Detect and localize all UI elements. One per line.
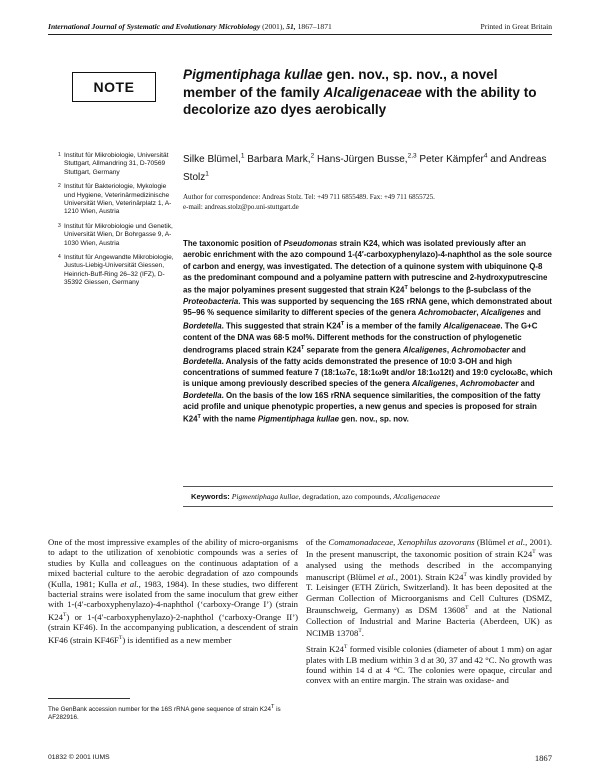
footer-copyright: 01832 © 2001 IUMS bbox=[48, 754, 110, 761]
journal-name: International Journal of Systematic and Evolutionary Microbiology bbox=[48, 22, 261, 31]
author: and Andreas Stolz$^1$ bbox=[183, 154, 547, 184]
footnote-divider bbox=[48, 698, 130, 699]
author-list bbox=[183, 150, 553, 186]
keywords-divider-top bbox=[183, 486, 553, 487]
correspondence-contact: Author for correspondence: Andreas Stolz. Tel: +49 711 6855489. Fax: +49 711 6855725. bbox=[183, 193, 435, 201]
author: Silke Blümel,$^1$ bbox=[183, 153, 245, 166]
correspondence-email[interactable]: e-mail: andreas.stolz@po.uni-stuttgart.de bbox=[183, 203, 299, 211]
author: Barbara Mark,$^2$ bbox=[244, 153, 315, 166]
printed-in: Printed in Great Britain bbox=[480, 22, 552, 31]
affiliation-item: 4 Institut für Angewandte Mikrobiologie, Justus-Liebig-Universität Giessen, Heinrich-Buff-Ring 26–32 (IFZ), D-35392 Giessen, Germany bbox=[58, 254, 174, 287]
body-column-right bbox=[306, 537, 552, 690]
note-label: NOTE bbox=[93, 79, 135, 95]
title-text-2: with the ability to decolorize azo dyes aerobically bbox=[183, 84, 537, 117]
correspondence-block bbox=[183, 192, 553, 212]
keywords: Keywords: Pigmentiphaga kullae, degradation, azo compounds, Alcaligenaceae bbox=[191, 492, 441, 501]
journal-year: (2001), bbox=[262, 22, 285, 31]
journal-pages: 1867–1871 bbox=[297, 22, 332, 31]
keywords-divider-bottom bbox=[183, 506, 553, 507]
title-genus-species: Pigmentiphaga kullae bbox=[183, 67, 323, 82]
affiliations-list bbox=[58, 152, 176, 294]
author: Peter Kämpfer$^4$ bbox=[416, 153, 488, 166]
abstract: The taxonomic position of Pseudomonas strain K24, which was isolated previously after an aerobic enrichment with the azo compound 1-(4′-carboxyphenylazo)-4-naphthol as the sole source of carbon and energy, was investigated. The detection of a quinone system with ubiquinone Q-8 as the predominant compound and a polyamine pattern with putrescine and 2-hydroxyputrescine as the major polyamines present suggested that strain $K24^T$ belongs to the β-subclass of the Proteobacteria. This was supported by sequencing the 16S rRNA gene, which demonstrated about 95–96 % sequence similarity to different species of the genera Achromobacter, Alcaligenes and Bordetella. This suggested that strain $K24^T$ is a member of the family Alcaligenaceae. The G+C content of the DNA was 68·5 mol%. Different methods for the construction of phylogenetic dendrograms placed strain $K24^T$ separate from the genera Alcaligenes, Achromobacter and Bordetella. Analysis of the fatty acids demonstrated the presence of 10:0 3-OH and high concentrations of summed feature 7 (18:1ω7c, 18:1ω9t and/or 18:1ω12t) and 19:0 cycloω8c, which is unique among previously described species of the genera Alcaligenes, Achromobacter and Bordetella. On the basis of the low 16S rRNA sequence similarities, the composition of the fatty acid profile and unique phenotypic properties, a new genus and species is proposed for strain $K24^T$ with the name Pigmentiphaga kullae gen. nov., sp. nov. bbox=[183, 239, 553, 424]
affiliation-item: 3 Institut für Mikrobiologie und Genetik, Universität Wien, Dr Bohrgasse 9, A-1030 Wien, Austria bbox=[58, 222, 173, 247]
header-divider bbox=[48, 34, 552, 35]
title-text-1: gen. nov., sp. nov., a novel member of the family bbox=[183, 67, 498, 100]
article-title bbox=[183, 66, 553, 119]
keywords-label: Keywords: bbox=[191, 492, 230, 501]
running-header-journal bbox=[48, 22, 332, 31]
body-paragraph: One of the most impressive examples of the ability of micro-organisms to adapt to the utilization of xenobiotic compounds was a series of studies by Kulla and colleagues on the continuous adaptation of a mixed bacterial culture to the aerobic degradation of azo compounds (Kulla, 1981; Kulla et al., 1983, 1984). In these studies, two different bacterial strains were isolated from the same inoculum that grew either with 1-(4′-carboxyphenylazo)-4-naphthol (‘carboxy-Orange I’) (strain $K24^T$) or 1-(4′-carboxyphenylazo)-2-naphthol (‘carboxy-Orange II’) (strain KF46). In the accompanying publication, a descendent of strain KF46 (strain $KF46F^T$) is identified as a new member bbox=[48, 537, 298, 645]
title-family: Alcaligenaceae bbox=[323, 84, 422, 100]
body-paragraph: Strain $K24^T$ formed visible colonies (diameter of about 1 mm) on agar plates with LB medium within 3 d at 30, 37 and 42 °C. No growth was found within 14 d at 4 °C. The colonies were opaque, circular and convex with an entire margin. The strain was oxidase- and bbox=[306, 644, 552, 686]
body-paragraph: of the Comamonadaceae, Xenophilus azovorans (Blümel et al., 2001). In the present manuscript, the taxonomic position of strain $K24^T$ was analysed using the methods described in the accompanying manuscript (Blümel et al., 2001). Strain $K24^T$ was kindly provided by T. Leisinger (ETH Zürich, Switzerland). It has been deposited at the German Collection of Microorganisms and Cell Cultures (DSMZ, Braunschweig, Germany) as DSM $13608^T$ and at the National Collection of Industrial and Marine Bacteria (Aberdeen, UK) as NCIMB $13708^T$. bbox=[306, 537, 553, 638]
footnote: The GenBank accession number for the 16S rRNA gene sequence of strain $K24^T$ is AF282916. bbox=[48, 704, 281, 722]
body-column-left bbox=[48, 537, 298, 649]
note-label-box bbox=[72, 72, 156, 102]
page-number: 1867 bbox=[534, 753, 552, 763]
affiliation-item: 2 Institut für Bakteriologie, Mykologie und Hygiene, Veterinärmedizinische Universität Wien, Veterinärplatz 1, A-1210 Wien, Austria bbox=[58, 183, 172, 216]
author: Hans-Jürgen Busse,$^{2,3}$ bbox=[314, 153, 417, 166]
journal-volume: 51, bbox=[286, 22, 296, 31]
affiliation-item: 1 Institut für Mikrobiologie, Universität Stuttgart, Allmandring 31, D-70569 Stuttgart, Germany bbox=[58, 152, 169, 176]
